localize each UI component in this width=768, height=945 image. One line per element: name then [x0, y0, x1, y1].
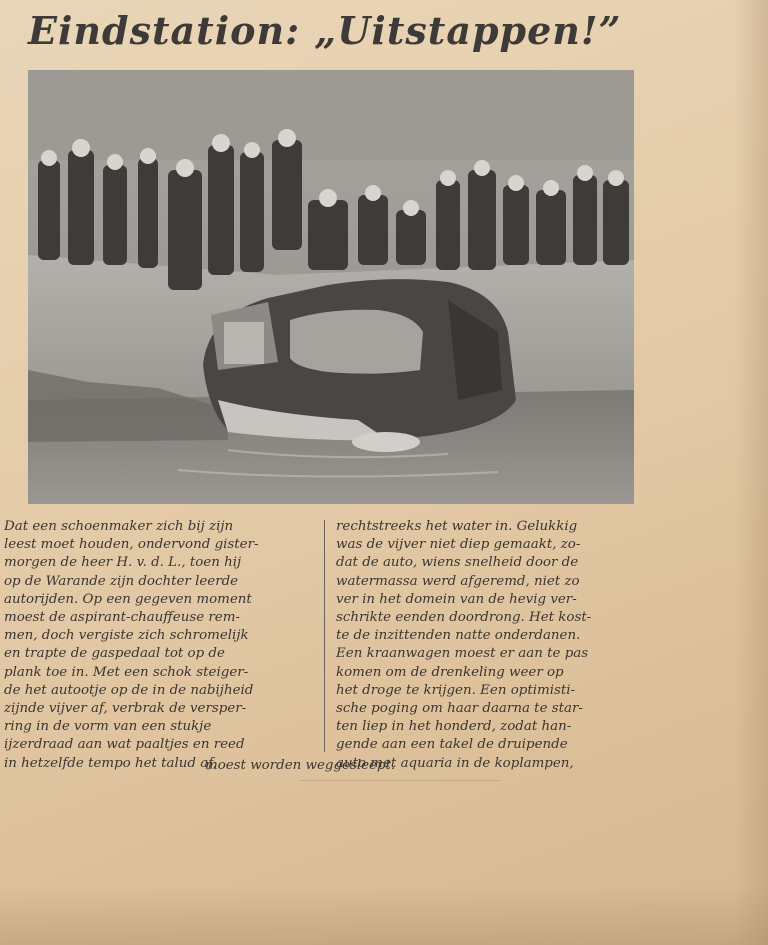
article-column-left: [4, 518, 320, 773]
paper-fold-mark: [300, 780, 500, 781]
headline: Eindstation: „Uitstappen!”: [28, 8, 622, 53]
article-line: komen om de drenkeling weer op: [336, 664, 564, 680]
article-line: te de inzittenden natte onderdanen.: [336, 628, 581, 644]
article-column-right: [336, 518, 644, 773]
column-divider: [324, 520, 325, 752]
article-line: Dat een schoenmaker zich bij zijn: [4, 519, 234, 534]
article-line: ring in de vorm van een stukje: [4, 719, 212, 735]
article-line: dat de auto, wiens snelheid door de: [336, 555, 579, 571]
article-line: het droge te krijgen. Een optimisti-: [336, 682, 576, 698]
article-line: plank toe in. Met een schok steiger-: [4, 664, 249, 680]
article-line: moest de aspirant-chauffeuse rem-: [4, 610, 240, 626]
article-line: ijzerdraad aan wat paaltjes en reed: [4, 737, 245, 753]
article-line: op de Warande zijn dochter leerde: [4, 573, 239, 589]
article-line: rechtstreeks het water in. Gelukkig: [336, 519, 578, 534]
article-line: schrikte eenden doordrong. Het kost-: [336, 610, 592, 626]
article-line: was de vijver niet diep gemaakt, zo-: [336, 537, 581, 553]
paper-edge-shadow-right: [734, 0, 768, 945]
article-line: sche poging om haar daarna te star-: [336, 701, 583, 717]
article-line: de het autootje op de in de nabijheid: [4, 682, 254, 698]
car-in-pond-photo: [28, 70, 634, 504]
article-line: ver in het domein van de hevig ver-: [336, 591, 577, 607]
article-line: en trapte de gaspedaal tot op de: [4, 646, 225, 662]
photo-car: [203, 279, 516, 452]
article-line: zijnde vijver af, verbrak de versper-: [4, 701, 247, 717]
article-line: morgen de heer H. v. d. L., toen hij: [4, 555, 242, 571]
article-closing-line: moest worden weggesleept.: [205, 758, 396, 773]
article-line: ten liep in het honderd, zodat han-: [336, 719, 572, 735]
article-line: auto met aquaria in de koplampen,: [336, 755, 574, 771]
paper-edge-shadow-bottom: [0, 885, 768, 945]
article-line: autorijden. Op een gegeven moment: [4, 591, 252, 607]
article-line: leest moet houden, ondervond gister-: [4, 537, 259, 553]
article-line: men, doch vergiste zich schromelijk: [4, 628, 249, 644]
photo-trees: [28, 70, 634, 160]
article-line: watermassa werd afgeremd, niet zo: [336, 573, 580, 589]
article-line: Een kraanwagen moest er aan te pas: [336, 646, 589, 662]
article-line: gende aan een takel de druipende: [336, 737, 568, 753]
article-line: in hetzelfde tempo het talud af,: [4, 755, 217, 771]
